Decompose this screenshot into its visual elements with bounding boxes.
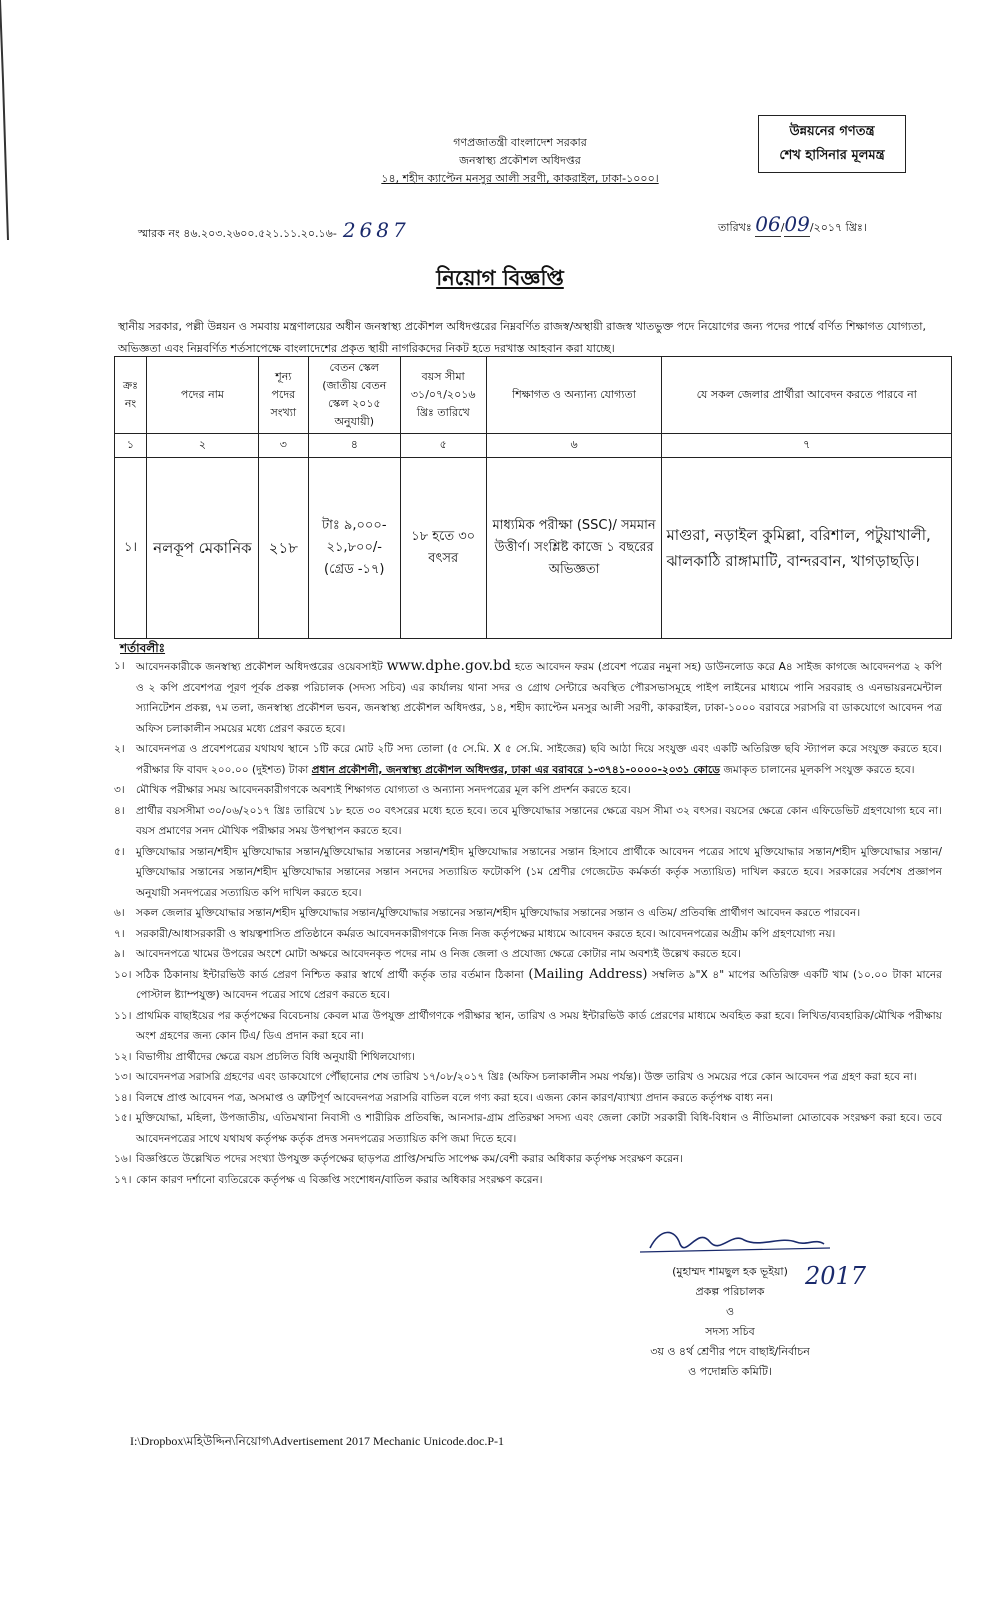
term-number: ১১। (114, 1009, 132, 1022)
col-number: ৩ (258, 434, 308, 458)
col-header-post: পদের নাম (146, 357, 258, 434)
date-label: তারিখঃ (718, 221, 752, 234)
col-header-scale: বেতন স্কেল (জাতীয় বেতন স্কেল ২০১৫ অনুযায়ী) (308, 357, 400, 434)
cell-vacancy: ২১৮ (258, 458, 308, 639)
term-item: ৩। মৌখিক পরীক্ষার সময় আবেদনকারীগণকে অবশ্যই শিক্ষাগত যোগ্যতা ও অন্যান্য সনদপত্রের মূল কপি প্রদর্শন করতে হবে। (114, 780, 942, 801)
col-header-age: বয়স সীমা ৩১/০৭/২০১৬ খ্রিঃ তারিখে (400, 357, 486, 434)
term-item: ১৭। কোন কারণ দর্শানো ব্যতিরেকে কর্তৃপক্ষ এ বিজ্ঞপ্তি সংশোধন/বাতিল করার অধিকার সংরক্ষণ করেন। (114, 1170, 942, 1191)
issue-date (718, 212, 867, 238)
term-number: ১। (114, 660, 125, 672)
terms-list (114, 656, 942, 1190)
term-number: ১২। (114, 1050, 132, 1063)
term-item: ২। আবেদনপত্র ও প্রবেশপত্রের যথাযথ স্থানে ১টি করে মোট ২টি সদ্য তোলা (৫ সে.মি. X ৫ সে.মি. সাইজের) ছবি আঠা দিয়ে সংযুক্ত এবং একটি অতিরিক্ত ছবি স্ট্যাপল করে সংযুক্ত করতে হবে। পরীক্ষার ফি বাবদ ২০০.০০ (দুইশত) টাকা প্রধান প্রকৌশলী, জনস্বাস্থ্য প্রকৌশল অধিদপ্তর, ঢাকা এর বরাবরে ১-৩৭৪১-০০০০-২০৩১ কোডে জমাকৃত চালানের মূলকপি সংযুক্ত করতে হবে। (114, 739, 942, 780)
term-number: ১৭। (114, 1173, 132, 1186)
col-header-vacancy: শূন্য পদের সংখ্যা (258, 357, 308, 434)
col-header-qualification: শিক্ষাগত ও অন্যান্য যোগ্যতা (486, 357, 662, 434)
office-header (330, 134, 710, 188)
signatory-role-3: ৩য় ও ৪র্থ শ্রেণীর পদে বাছাই/নির্বাচন (650, 1345, 810, 1358)
col-number: ৪ (308, 434, 400, 458)
terms-title: শর্তাবলীঃ (120, 641, 166, 655)
table-row (115, 458, 952, 639)
term-item: ৫। মুক্তিযোদ্ধার সন্তান/শহীদ মুক্তিযোদ্ধার সন্তান/মুক্তিযোদ্ধার সন্তানের সন্তান/শহীদ মুক্তিযোদ্ধার সন্তানের সন্তান হিসাবে প্রার্থীকে আবেদন পত্রের সাথে মুক্তিযোদ্ধার সন্তান/শহীদ মুক্তিযোদ্ধার সন্তান/মুক্তিযোদ্ধার সন্তানের সন্তান/শহীদ মুক্তিযোদ্ধার সন্তানের সন্তান সনদের সত্যায়িত ফটোকপি (১ম শ্রেণীর গেজেটেড কর্মকর্তা কর্তৃক সত্যায়িত) দাখিল করতে হবে। সরকারের সর্বশেষ প্রজ্ঞাপন অনুযায়ী সনদপত্রের সত্যায়িত কপি দাখিল করতে হবে। (114, 842, 942, 904)
cell-sl: ১। (115, 458, 147, 639)
scale-line-2: ২১,৮০০/- (326, 540, 382, 555)
memo-reference (138, 218, 410, 244)
intro-paragraph: স্থানীয় সরকার, পল্লী উন্নয়ন ও সমবায় মন্ত্রণালয়ের অধীন জনস্বাস্থ্য প্রকৌশল অধিদপ্তরের নিম্নবর্ণিত রাজস্ব/অস্থায়ী রাজস্ব খাতভুক্ত পদে নিয়োগের জন্য পদের পার্শ্বে বর্ণিত শিক্ষাগত যোগ্যতা, অভিজ্ঞতা এবং নিম্নবর্ণিত শর্তসাপেক্ষে বাংলাদেশের প্রকৃত স্থায়ী নাগরিকদের নিকট হতে দরখাস্ত আহবান করা যাচ্ছে। (118, 320, 926, 355)
signatory-role-1: প্রকল্প পরিচালক (695, 1285, 765, 1298)
header-department: জনস্বাস্থ্য প্রকৌশল অধিদপ্তর (459, 154, 581, 167)
term-item: ১৫। মুক্তিযোদ্ধা, মহিলা, উপজাতীয়, এতিমখানা নিবাসী ও শারীরিক প্রতিবন্ধি, আনসার-গ্রাম প্রতিরক্ষা সদস্য এবং জেলা কোটা সরকারী বিধি-বিধান ও নীতিমালা মোতাবেক সংরক্ষণ করা হবে। তবে আবেদনপত্রের সাথে যথাযথ কর্তৃপক্ষ কর্তৃক প্রদত্ত সনদপত্রের সত্যায়িত কপি জমা দিতে হবে। (114, 1108, 942, 1149)
term-item: ১১। প্রাথমিক বাছাইয়ের পর কর্তৃপক্ষের বিবেচনায় কেবল মাত্র উপযুক্ত প্রার্থীগণকে পরীক্ষার স্থান, তারিখ ও সময় ইন্টারভিউ কার্ড প্রেরণের মাধ্যমে অবহিত করা হবে। লিখিত/ব্যবহারিক/মৌখিক পরীক্ষায় অংশ গ্রহণের জন্য কোন টিএ/ ডিএ প্রদান করা হবে না। (114, 1006, 942, 1047)
term-item: ১০। সঠিক ঠিকানায় ইন্টারভিউ কার্ড প্রেরণ নিশ্চিত করার স্বার্থে প্রার্থী কর্তৃক তার বর্তমান ঠিকানা (Mailing Address) সম্বলিত ৯"X ৪" মাপের অতিরিক্ত একটি খাম (১০.০০ টাকা মানের পোস্টাল ষ্ট্যাম্পযুক্ত) আবেদন পত্রের সাথে প্রেরণ করতে হবে। (114, 966, 942, 1001)
col-number: ৫ (400, 434, 486, 458)
scale-line-3: (গ্রেড -১৭) (324, 562, 385, 577)
memo-label: স্মারক নং ৪৬.২০৩.২৬০০.৫২১.১১.২০.১৬- (138, 227, 337, 240)
table-number-row (115, 434, 952, 458)
signatory-role-4: ও পদোন্নতি কমিটি। (688, 1365, 772, 1378)
motto-line-2: শেখ হাসিনার মূলমন্ত্র (779, 148, 885, 163)
cell-scale (308, 458, 400, 639)
term-item: ১৬। বিজ্ঞপ্তিতে উল্লেখিত পদের সংখ্যা উপযুক্ত কর্তৃপক্ষের ছাড়পত্র প্রাপ্তি/সম্মতি সাপেক্ষ কম/বেশী করার অধিকার কর্তৃপক্ষ সংরক্ষণ করেন। (114, 1149, 942, 1170)
memo-handwritten-number: 2687 (342, 218, 410, 242)
term-number: ১৪। (114, 1091, 132, 1104)
term-number: ৫। (114, 845, 125, 858)
col-number: ৭ (662, 434, 952, 458)
cell-excluded-districts: মাগুরা, নড়াইল কুমিল্লা, বরিশাল, পটুয়াখালী, ঝালকাঠি রাঙ্গামাটি, বান্দরবান, খাগড়াছড়ি। (662, 458, 952, 639)
mailing-address-text: (Mailing Address) (528, 966, 648, 982)
cell-post: নলকূপ মেকানিক (146, 458, 258, 639)
term-item: ১৩। আবেদনপত্র সরাসরি গ্রহণের এবং ডাকযোগে পৌঁছানোর শেষ তারিখ ১৭/০৮/২০১৭ খ্রিঃ (অফিস চলাকালীন সময় পর্যন্ত)। উক্ত তারিখ ও সময়ের পরে কোন আবেদন পত্র গ্রহণ করা হবে না। (114, 1067, 942, 1088)
term-item: ৬। সকল জেলার মুক্তিযোদ্ধার সন্তান/শহীদ মুক্তিযোদ্ধার সন্তান/মুক্তিযোদ্ধার সন্তানের সন্তান/শহীদ মুক্তিযোদ্ধার সন্তানের সন্তান ও এতিম/ প্রতিবন্ধি প্রার্থীগণ আবেদন করতে পারবেন। (114, 903, 942, 924)
term-item: ৭। সরকারী/আধাসরকারী ও স্বায়ত্বশাসিত প্রতিষ্ঠানে কর্মরত আবেদনকারীগণকে নিজ নিজ কর্তৃপক্ষের মাধ্যমে আবেদন করতে হবে। আবেদনপত্রের অগ্রীম কপি গ্রহণযোগ্য নয়। (114, 924, 942, 945)
fee-code-text: প্রধান প্রকৌশলী, জনস্বাস্থ্য প্রকৌশল অধিদপ্তর, ঢাকা এর বরাবরে ১-৩৭৪১-০০০০-২০৩১ কোডে (311, 763, 721, 776)
term-item: ১। আবেদনকারীকে জনস্বাস্থ্য প্রকৌশল অধিদপ্তরের ওয়েবসাইট www.dphe.gov.bd হতে আবেদন ফরম (প্রবেশ পত্রের নমুনা সহ) ডাউনলোড করে A৪ সাইজ কাগজে আবেদনপত্র ২ কপি ও ২ কপি প্রবেশপত্র পূরণ পূর্বক প্রকল্প পরিচালক (সদস্য সচিব) এর কার্যালয় থানা সদর ও গ্রোথ সেন্টারে অবস্থিত পৌরসভাসমূহে পাইপ লাইনের মাধ্যমে পানি সরবরাহ ও এনভায়রনমেন্টাল স্যানিটেশন প্রকল্প, ৭ম তলা, জনস্বাস্থ্য প্রকৌশল ভবন, জনস্বাস্থ্য প্রকৌশল অধিদপ্তর, ১৪, শহীদ ক্যাপ্টেন মনসুর আলী সরণী, কাকরাইল, ঢাকা-১০০০ বরাবরে সরাসরি বা ডাকযোগে আবেদন পত্র অফিস চলাকালীন সময়ের মধ্যে প্রেরণ করতে হবে। (114, 658, 942, 735)
cell-qualification: মাধ্যমিক পরীক্ষা (SSC)/ সমমান উত্তীর্ণ। সংশ্লিষ্ট কাজে ১ বছরের অভিজ্ঞতা (486, 458, 662, 639)
term-item: ১২। বিভাগীয় প্রার্থীদের ক্ষেত্রে বয়স প্রচলিত বিধি অনুযায়ী শিথিলযোগ্য। (114, 1047, 942, 1068)
notice-title: নিয়োগ বিজ্ঞপ্তি (436, 266, 564, 290)
date-sep: / (780, 221, 785, 234)
term-number: ৬। (114, 907, 125, 919)
file-path-footer: I:\Dropbox\মহিউদ্দিন\নিয়োগ\Advertisement 2017 Mechanic Unicode.doc.P-1 (130, 1434, 504, 1448)
motto-box (758, 115, 906, 173)
cell-age: ১৮ হতে ৩০ বৎসর (400, 458, 486, 639)
signature-scrawl (620, 1218, 840, 1262)
vacancy-table (114, 356, 952, 639)
term-item: ৯। আবেদনপত্রে খামের উপরের অংশে মোটা অক্ষরে আবেদনকৃত পদের নাম ও নিজ জেলা ও প্রযোজ্য ক্ষেত্রে কোটার নাম অবশ্যই উল্লেখ করতে হবে। (114, 944, 942, 965)
term-item: ৪। প্রার্থীর বয়সসীমা ৩০/০৬/২০১৭ খ্রিঃ তারিখে ১৮ হতে ৩০ বৎসরের মধ্যে হতে হবে। তবে মুক্তিযোদ্ধার সন্তানের ক্ষেত্রে বয়স সীমা ৩২ বৎসর। বয়সের ক্ষেত্রে কোন এফিডেভিট গ্রহণযোগ্য হবে না। বয়স প্রমাণের সনদ মৌখিক পরীক্ষার সময় উপস্থাপন করতে হবে। (114, 801, 942, 842)
term-number: ৪। (114, 804, 125, 817)
signatory-and: ও (725, 1305, 735, 1318)
table-header-row (115, 357, 952, 434)
term-number: ৩। (114, 784, 125, 796)
signatory-name: (মুহাম্মদ শামছুল হক ভূইয়া) (672, 1265, 788, 1278)
col-header-excluded-districts: যে সকল জেলার প্রার্থীরা আবেদন করতে পারবে না (662, 357, 952, 434)
term-item: ১৪। বিলম্বে প্রাপ্ত আবেদন পত্র, অসমাপ্ত ও ত্রুটিপূর্ণ আবেদনপত্র সরাসরি বাতিল বলে গণ্য করা হবে। এজন্য কোন কারণ/ব্যাখ্যা প্রদান করতে কর্তৃপক্ষ বাধ্য নন। (114, 1088, 942, 1109)
signatory-role-2: সদস্য সচিব (705, 1325, 755, 1338)
header-govt: গণপ্রজাতন্ত্রী বাংলাদেশ সরকার (453, 136, 587, 149)
date-month: 09 (784, 212, 810, 236)
signature-handwritten-date: 2017 (805, 1262, 867, 1290)
scan-edge-mark (0, 0, 12, 250)
term-number: ১০। (114, 968, 132, 981)
col-number: ১ (115, 434, 147, 458)
col-number: ৬ (486, 434, 662, 458)
col-number: ২ (146, 434, 258, 458)
col-header-sl: ক্রঃ নং (115, 357, 147, 434)
date-year: /২০১৭ খ্রিঃ। (809, 221, 867, 234)
term-number: ১৬। (114, 1153, 132, 1165)
term-number: ২। (114, 743, 125, 755)
header-address: ১৪, শহীদ ক্যাপ্টেন মনসুর আলী সরণী, কাকরাইল, ঢাকা-১০০০। (381, 172, 659, 185)
term-number: ১৩। (114, 1071, 132, 1083)
signature-block (620, 1218, 840, 1382)
website-link-text: www.dphe.gov.bd (386, 658, 512, 674)
term-number: ৯। (114, 948, 125, 960)
term-number: ১৫। (114, 1112, 132, 1124)
term-number: ৭। (114, 927, 125, 940)
date-day: 06 (755, 212, 781, 236)
scale-line-1: টাঃ ৯,০০০- (322, 518, 387, 533)
motto-line-1: উন্নয়নের গণতন্ত্র (789, 124, 875, 139)
